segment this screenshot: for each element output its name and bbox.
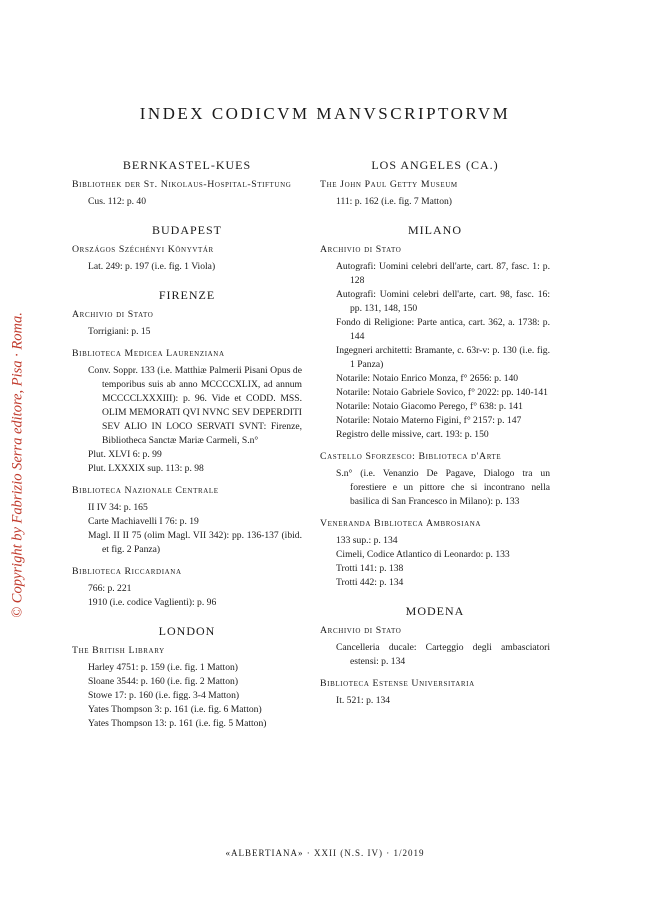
copyright-text: © Copyright by Fabrizio Serra editore, Pisa · Roma.: [9, 312, 26, 618]
manuscript-entry: S.n° (i.e. Venanzio De Pagave, Dialogo tra un forestiere e un pittore che si incontrano nella basilica di San Francesco in Milano): p. 133: [336, 468, 550, 507]
manuscript-entry: Cancelleria ducale: Carteggio degli ambasciatori estensi: p. 134: [336, 642, 550, 667]
page-footer: «ALBERTIANA» · XXII (N.S. IV) · 1/2019: [225, 848, 425, 858]
city-heading: LONDON: [158, 624, 216, 638]
page-title: INDEX CODICVM MANVSCRIPTORVM: [139, 104, 511, 123]
manuscript-entry: Notarile: Notaio Materno Figini, f° 2157: p. 147: [336, 415, 522, 426]
city-heading: LOS ANGELES (CA.): [371, 158, 499, 172]
section-gap: [72, 209, 302, 223]
manuscript-entry: II IV 34: p. 165: [88, 502, 148, 513]
section-gap: [320, 590, 550, 604]
library-heading: Archivio di Stato: [320, 244, 402, 255]
manuscript-entry: Conv. Soppr. 133 (i.e. Matthiæ Palmerii Pisani Opus de temporibus suis ab anno MCCCCXLIX, ad annum MCCCCLXXXIII): p. 96. Vide et CODD. MSS. OLIM MEMORATI QVI NVNC SEV DEPERDITI SEV ALIO IN LOCO SERVATI SVNT: Firenze, Bibliotheca Sanctæ Mariæ Carmeli, S.n°: [88, 365, 302, 446]
city-heading: MILANO: [408, 223, 462, 237]
library-heading: Országos Széchényi Könyvtár: [72, 244, 214, 255]
manuscript-entry: Sloane 3544: p. 160 (i.e. fig. 2 Matton): [88, 676, 239, 687]
manuscript-entry: Carte Machiavelli I 76: p. 19: [88, 516, 199, 527]
manuscript-entry: Plut. XLVI 6: p. 99: [88, 449, 162, 460]
library-heading: Archivio di Stato: [320, 625, 402, 636]
manuscript-entry: Autografi: Uomini celebri dell'arte, cart. 87, fasc. 1: p. 128: [336, 261, 550, 286]
library-heading: The John Paul Getty Museum: [320, 179, 458, 190]
copyright-watermark: [6, 280, 30, 650]
city-heading: BERNKASTEL-KUES: [122, 158, 252, 172]
right-column: [320, 158, 550, 708]
city-heading: MODENA: [405, 604, 465, 618]
manuscript-entry: Trotti 442: p. 134: [336, 577, 404, 588]
library-heading: Biblioteca Estense Universitaria: [320, 678, 475, 689]
manuscript-entry: Cimeli, Codice Atlantico di Leonardo: p. 133: [336, 549, 510, 560]
manuscript-entry: Autografi: Uomini celebri dell'arte, cart. 98, fasc. 16: pp. 131, 148, 150: [336, 289, 550, 314]
library-heading: Biblioteca Medicea Laurenziana: [72, 348, 225, 359]
manuscript-entry: Registro delle missive, cart. 193: p. 150: [336, 429, 489, 440]
library-heading: The British Library: [72, 645, 165, 656]
library-heading: Biblioteca Riccardiana: [72, 566, 182, 577]
library-heading: Biblioteca Nazionale Centrale: [72, 485, 219, 496]
manuscript-entry: Ingegneri architetti: Bramante, c. 63r-v: p. 130 (i.e. fig. 1 Panza): [336, 345, 550, 370]
manuscript-entry: Stowe 17: p. 160 (i.e. figg. 3-4 Matton): [88, 690, 240, 701]
city-heading: BUDAPEST: [151, 223, 222, 237]
manuscript-entry: Magl. II II 75 (olim Magl. VII 342): pp. 136-137 (ibid. et fig. 2 Panza): [88, 530, 302, 555]
manuscript-entry: Notarile: Notaio Giacomo Perego, f° 638: p. 141: [336, 401, 523, 412]
left-column: [72, 158, 302, 731]
city-heading: FIRENZE: [158, 288, 216, 302]
library-heading: Archivio di Stato: [72, 309, 154, 320]
manuscript-entry: Torrigiani: p. 15: [88, 326, 151, 337]
section-gap: [320, 209, 550, 223]
library-heading: Castello Sforzesco: Biblioteca d'Arte: [320, 451, 502, 462]
manuscript-entry: Cus. 112: p. 40: [88, 196, 147, 207]
manuscript-entry: Fondo di Religione: Parte antica, cart. 362, a. 1738: p. 144: [336, 317, 550, 342]
library-heading: Bibliothek der St. Nikolaus-Hospital-Stiftung: [72, 179, 292, 190]
manuscript-entry: 1910 (i.e. codice Vaglienti): p. 96: [88, 597, 217, 608]
manuscript-entry: Notarile: Notaio Gabriele Sovico, f° 2022: pp. 140-141: [336, 387, 548, 398]
manuscript-entry: Yates Thompson 3: p. 161 (i.e. fig. 6 Matton): [88, 704, 262, 715]
section-gap: [72, 274, 302, 288]
library-heading: Veneranda Biblioteca Ambrosiana: [320, 518, 482, 529]
manuscript-entry: Lat. 249: p. 197 (i.e. fig. 1 Viola): [88, 261, 216, 272]
manuscript-entry: Yates Thompson 13: p. 161 (i.e. fig. 5 Matton): [88, 718, 267, 729]
manuscript-entry: 766: p. 221: [88, 583, 132, 594]
section-gap: [72, 610, 302, 624]
manuscript-entry: 111: p. 162 (i.e. fig. 7 Matton): [336, 196, 452, 207]
manuscript-entry: It. 521: p. 134: [336, 695, 391, 706]
manuscript-entry: 133 sup.: p. 134: [336, 535, 398, 546]
manuscript-entry: Trotti 141: p. 138: [336, 563, 404, 574]
manuscript-entry: Harley 4751: p. 159 (i.e. fig. 1 Matton): [88, 662, 239, 673]
manuscript-entry: Plut. LXXXIX sup. 113: p. 98: [88, 463, 204, 474]
manuscript-entry: Notarile: Notaio Enrico Monza, f° 2656: p. 140: [336, 373, 519, 384]
